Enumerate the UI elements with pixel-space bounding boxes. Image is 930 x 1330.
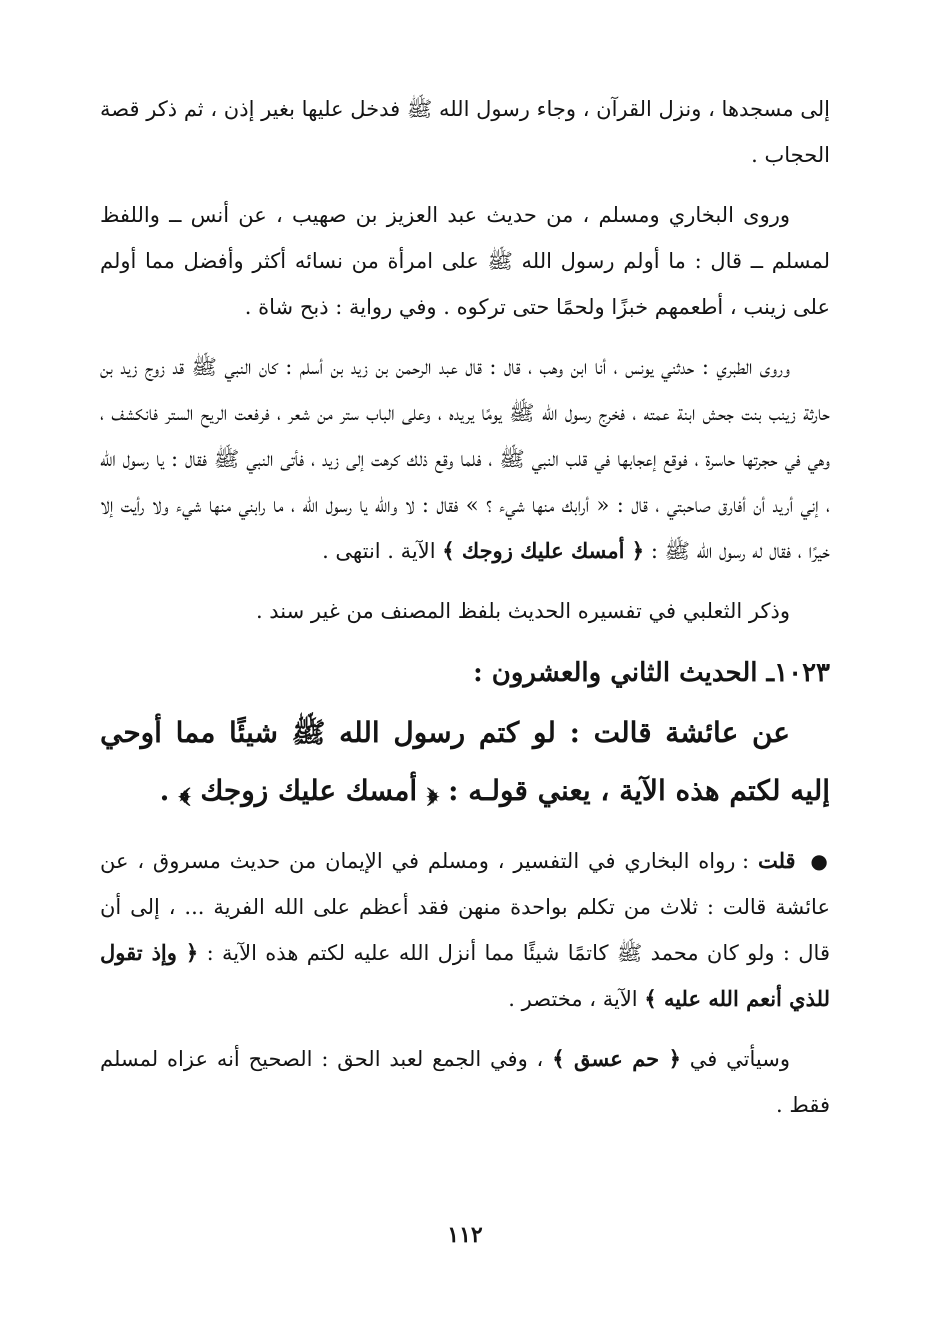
final-quote: ﴿ حم عسق ﴾ bbox=[552, 1046, 681, 1071]
hadith-end: . bbox=[159, 774, 170, 807]
commentary-end: الآية ، مختصر . bbox=[508, 987, 638, 1011]
hadith-heading: ١٠٢٣ـ الحديث الثاني والعشرون : bbox=[473, 658, 830, 688]
final-start: وسيأتي في bbox=[689, 1047, 790, 1071]
commentary-text: : رواه البخاري في التفسير ، ومسلم في الإيمان من حديث مسروق ، عن عائشة قالت : ثلاث من تكلم بواحدة منهن فقد أعظم على الله الفرية ... ، إلى أن قال : ولو كان محمد ﷺ كاتمًا شيئًا مما أنزل الله عليه لكتم هذه الآية : bbox=[100, 849, 830, 965]
paragraph-commentary bbox=[100, 838, 830, 1022]
final-end: ، وفي الجمع لعبد الحق : الصحيح أنه عزاه لمسلم فقط . bbox=[100, 1047, 830, 1117]
hadith-body: عن عائشة قالت : لو كتم رسول الله ﷺ شيئًا مما أوحي إليه لكتم هذه الآية ، يعني قولـه : bbox=[100, 716, 830, 807]
hadith-text bbox=[100, 704, 830, 820]
page-body bbox=[100, 86, 830, 1142]
paragraph-thalabi: وذكر الثعلبي في تفسيره الحديث بلفظ المصنف من غير سند . bbox=[255, 599, 790, 623]
tabari-quran-quote: ﴿ أمسك عليك زوجك ﴾ bbox=[442, 538, 645, 563]
hadith-quote: ﴿ أمسك عليك زوجك ﴾ bbox=[179, 774, 439, 807]
tabari-end: الآية . انتهى . bbox=[322, 539, 436, 563]
commentary-quote: ﴿ وإذ تقول للذي أنعم الله عليه ﴾ bbox=[100, 940, 830, 1011]
paragraph-tabari bbox=[100, 344, 830, 574]
page-number: ١١٢ bbox=[447, 1222, 483, 1248]
paragraph-final bbox=[100, 1036, 830, 1128]
paragraph-continuation: إلى مسجدها ، ونزل القرآن ، وجاء رسول الله ﷺ فدخل عليها بغير إذن ، ثم ذكر قصة الحجاب . bbox=[100, 97, 830, 167]
tabari-text: وروى الطبري : حدثني يونس ، أنا ابن وهب ، قال : قال عبد الرحمن بن زيد بن أسلم : كان النبي ﷺ قد زوج زيد بن حارثة زينب بنت جحش ابنة عمته ، فخرج رسول الله ﷺ يومًا يريده ، وعلى الباب ستر من شعر ، فرفعت الريح الستر فانكشف ، وهي في حجرتها حاسرة ، فوقع إعجابها في قلب النبي ﷺ ، فلما وقع ذلك كرهت إلى زيد ، فأتى النبي ﷺ فقال : يا رسول الله ، إني أريد أن أفارق صاحبتي ، قال : « أرابك منها شيء ؟ » فقال : لا والله يا رسول الله ، ما رابني منها شيء ولا رأيت إلا خيرًا ، فقال له رسول الله ﷺ : bbox=[100, 355, 830, 563]
bullet-icon: ● bbox=[810, 849, 830, 873]
paragraph-bukhari-muslim: وروى البخاري ومسلم ، من حديث عبد العزيز بن صهيب ، عن أنس ــ واللفظ لمسلم ــ قال : ما أولم رسول الله ﷺ على امرأة من نسائه أكثر وأفضل مما أولم على زينب ، أطعمهم خبزًا ولحمًا حتى تركوه . وفي رواية : ذبح شاة . bbox=[100, 203, 830, 319]
commentary-label: قلت bbox=[757, 848, 796, 873]
